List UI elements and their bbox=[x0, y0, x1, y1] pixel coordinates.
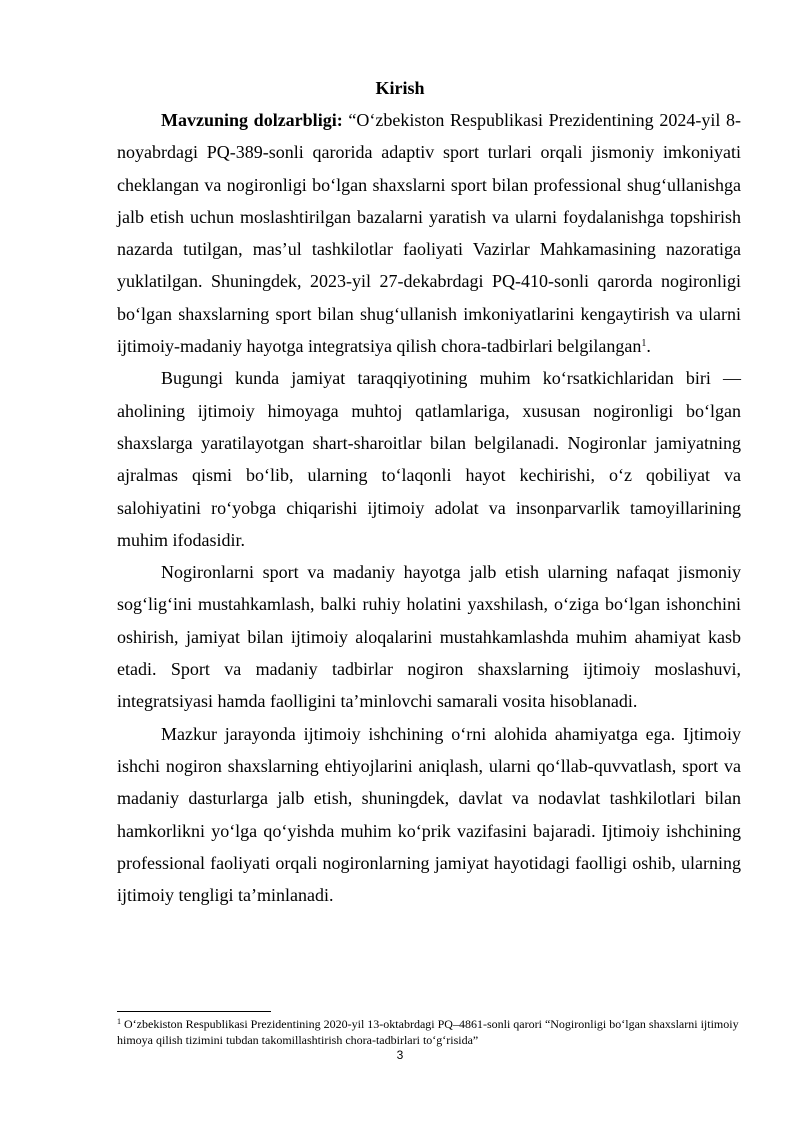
paragraph-2: Bugungi kunda jamiyat taraqqiyotining muhim ko‘rsatkichlaridan biri — aholining ijtimoiy himoyaga muhtoj qatlamlariga, xususan nogironligi bo‘lgan shaxslarga yaratilayotgan shart-sharoitlar bilan belgilanadi. Nogironlar jamiyatning ajralmas qismi bo‘lib, ularning to‘laqonli hayot kechirishi, o‘z qobiliyat va salohiyatini ro‘yobga chiqarishi ijtimoiy adolat va insonparvarlik tamoyillarining muhim ifodasidir. bbox=[117, 368, 741, 550]
paragraph-relevance bbox=[117, 104, 741, 362]
relevance-label: Mavzuning dolzarbligi: bbox=[161, 110, 343, 130]
footnote-divider bbox=[117, 1011, 271, 1012]
section-heading: Kirish bbox=[375, 78, 425, 98]
footnote-reference[interactable]: 1 bbox=[641, 338, 647, 350]
relevance-text: “O‘zbekiston Respublikasi Prezidentining 2024-yil 8-noyabrdagi PQ-389-sonli qarorida adaptiv sport turlari orqali jismoniy imkoniyati cheklangan va nogironligi bo‘lgan shaxslarni sport bilan professional shug‘ullanishga jalb etish uchun moslashtirilgan bazalarni yaratish va ularni foydalanishga topshirish nazarda tutilgan, mas’ul tashkilotlar faoliyati Vazirlar Mahkamasining nazoratiga yuklatilgan. Shuningdek, 2023-yil 27-dekabrdagi PQ-410-sonli qarorda nogironligi bo‘lgan shaxslarning sport bilan shug‘ullanish imkoniyatlarini kengaytirish va ularni ijtimoiy-madaniy hayotga integratsiya qilish chora-tadbirlari belgilangan bbox=[117, 110, 741, 357]
footnote bbox=[117, 1016, 741, 1048]
footnote-marker: 1 bbox=[117, 1017, 121, 1026]
paragraph-4: Mazkur jarayonda ijtimoiy ishchining o‘rni alohida ahamiyatga ega. Ijtimoiy ishchi nogiron shaxslarning ehtiyojlarini aniqlash, ularni qo‘llab-quvvatlash, sport va madaniy dasturlarga jalb etish, shuningdek, davlat va nodavlat tashkilotlari bilan hamkorlikni yo‘lga qo‘yishda muhim ko‘prik vazifasini bajaradi. Ijtimoiy ishchining professional faoliyati orqali nogironlarning jamiyat hayotidagi faolligi oshib, ularning ijtimoiy tengligi ta’minlanadi. bbox=[117, 723, 741, 906]
body-text bbox=[117, 104, 741, 911]
relevance-period: . bbox=[646, 336, 651, 357]
footnote-text: O‘zbekiston Respublikasi Prezidentining 2020-yil 13-oktabrdagi PQ–4861-sonli qarori “Nogironligi bo‘lgan shaxslarni ijtimoiy himoya qilish tizimini tubdan takomillashtirish chora-tadbirlari to‘g‘risida” bbox=[117, 1017, 739, 1047]
page-number: 3 bbox=[396, 1048, 404, 1062]
paragraph-3: Nogironlarni sport va madaniy hayotga jalb etish ularning nafaqat jismoniy sog‘lig‘ini mustahkamlash, balki ruhiy holatini yaxshilash, o‘ziga bo‘lgan ishonchini oshirish, jamiyat bilan ijtimoiy aloqalarini mustahkamlashda muhim ahamiyat kasb etadi. Sport va madaniy tadbirlar nogiron shaxslarning ijtimoiy moslashuvi, integratsiyasi hamda faolligini ta’minlovchi samarali vosita hisoblanadi. bbox=[117, 562, 741, 712]
